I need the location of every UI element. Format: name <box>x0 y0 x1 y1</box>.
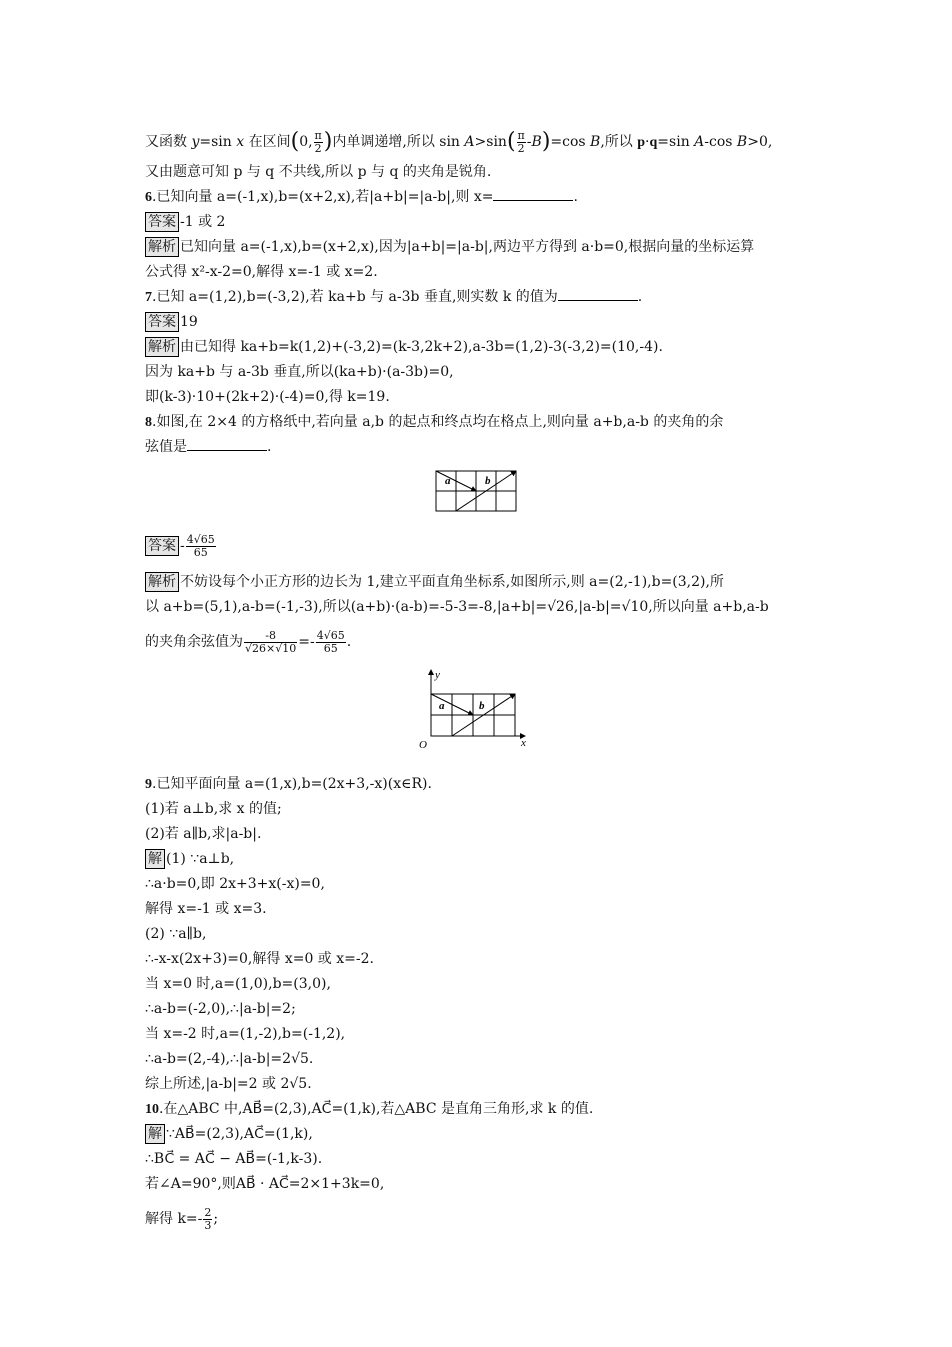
grid-figure-2 <box>145 660 825 772</box>
answer-tag: 答案 <box>145 212 179 232</box>
text-line: (2)若 a∥b,求|a-b|. <box>145 826 262 842</box>
vector-b-label: b <box>485 475 491 487</box>
vector-a-label: a <box>439 700 445 712</box>
solution-7: 解析 由已知得 ka+b=k(1,2)+(-3,2)=(k-3,2k+2),a-3b=(1,2)-3(-3,2)=(10,-4). <box>145 335 825 360</box>
vector-b-label: b <box>479 700 485 712</box>
answer-8: 答案 - $\frac{4√65}{65}$ <box>145 528 825 564</box>
x-axis-label: x <box>521 737 526 749</box>
text-line: ∴a·b=0,即 2x+3+x(-x)=0, <box>145 876 325 892</box>
vector-a-label: a <box>445 475 451 487</box>
question-8: 8.如图,在 2×4 的方格纸中,若向量 a,b 的起点和终点均在格点上,则向量 a+b,a-b 的夹角的余 <box>145 414 724 430</box>
solution-9: 解 (1) ∵a⊥b, <box>145 847 825 872</box>
question-7: 7.已知 a=(1,2),b=(-3,2),若 ka+b 与 a-3b 垂直,则实数 k 的值为 . <box>145 285 825 310</box>
text-line: ∴-x-x(2x+3)=0,解得 x=0 或 x=-2. <box>145 951 374 967</box>
answer-blank <box>558 286 638 301</box>
text-line: 因为 ka+b 与 a-3b 垂直,所以(ka+b)·(a-3b)=0, <box>145 364 454 380</box>
text-line: ∴a-b=(2,-4),∴|a-b|=2√5. <box>145 1051 314 1067</box>
text-line: 解得 x=-1 或 x=3. <box>145 901 267 917</box>
solution-tag: 解析 <box>145 337 179 357</box>
answer-blank <box>187 436 267 451</box>
text-line-function: 又函数 y=sin x 在区间(0, $\frac{\pi}{2}$ )内单调递增,所以 sin A>sin( $\frac{\pi}{2}$ -B)=cos B,所以 p·q=sin A-cos B>0, <box>145 128 773 155</box>
origin-label: O <box>419 739 427 751</box>
answer-7: 答案 19 <box>145 310 825 335</box>
text-line: 当 x=-2 时,a=(1,-2),b=(-1,2), <box>145 1026 346 1042</box>
text-line: 当 x=0 时,a=(1,0),b=(3,0), <box>145 976 331 992</box>
solution-8: 解析 不妨设每个小正方形的边长为 1,建立平面直角坐标系,如图所示,则 a=(2,-1),b=(3,2),所 <box>145 570 825 595</box>
fraction-pi-half: $\frac{\pi}{2}$ <box>314 128 322 155</box>
text-line: (1)若 a⊥b,求 x 的值; <box>145 801 282 817</box>
question-10: 10.在△ABC 中,AB⃗=(2,3),AC⃗=(1,k),若△ABC 是直角三角形,求 k 的值. <box>145 1101 594 1117</box>
text-line: 弦值是 . <box>145 435 825 460</box>
answer-blank <box>493 186 573 201</box>
solution-tag: 解 <box>145 1124 165 1144</box>
text-line: 又由题意可知 p 与 q 不共线,所以 p 与 q 的夹角是锐角. <box>145 164 492 180</box>
text-line: 综上所述,|a-b|=2 或 2√5. <box>145 1076 312 1092</box>
solution-tag: 解析 <box>145 237 179 257</box>
document-page <box>145 124 825 1237</box>
solution-tag: 解析 <box>145 572 179 592</box>
solution-10: 解 ∵AB⃗=(2,3),AC⃗=(1,k), <box>145 1122 825 1147</box>
text-line: ∴BC⃗ = AC⃗ − AB⃗=(-1,k-3). <box>145 1151 323 1167</box>
text-line-cosine: 的夹角余弦值为 $\frac{-8}{√26\times√10}$ =- $\frac{4√65}{65}$ . <box>145 628 352 655</box>
fraction-answer: $\frac{4√65}{65}$ <box>186 532 215 559</box>
text-line: ∴a-b=(-2,0),∴|a-b|=2; <box>145 1001 296 1017</box>
text-line-k: 解得 k=- $\frac{2}{3}$ ; <box>145 1205 219 1232</box>
solution-tag: 解 <box>145 849 165 869</box>
answer-6: 答案 -1 或 2 <box>145 210 825 235</box>
text-line: 公式得 x²-x-2=0,解得 x=-1 或 x=2. <box>145 264 378 280</box>
answer-tag: 答案 <box>145 312 179 332</box>
answer-tag: 答案 <box>145 536 179 556</box>
text-line: 若∠A=90°,则AB⃗ · AC⃗=2×1+3k=0, <box>145 1176 385 1192</box>
grid-figure-1 <box>145 460 825 528</box>
solution-6: 解析 已知向量 a=(-1,x),b=(x+2,x),因为|a+b|=|a-b|,两边平方得到 a·b=0,根据向量的坐标运算 <box>145 235 825 260</box>
question-6: 6.已知向量 a=(-1,x),b=(x+2,x),若|a+b|=|a-b|,则 x= . <box>145 185 825 210</box>
y-axis-label: y <box>435 669 440 681</box>
question-9: 9.已知平面向量 a=(1,x),b=(2x+3,-x)(x∈R). <box>145 776 432 792</box>
text-line: 即(k-3)·10+(2k+2)·(-4)=0,得 k=19. <box>145 389 390 405</box>
text-line: 以 a+b=(5,1),a-b=(-1,-3),所以(a+b)·(a-b)=-5-3=-8,|a+b|=√26,|a-b|=√10,所以向量 a+b,a-b <box>145 599 769 615</box>
text-line: (2) ∵a∥b, <box>145 926 207 942</box>
